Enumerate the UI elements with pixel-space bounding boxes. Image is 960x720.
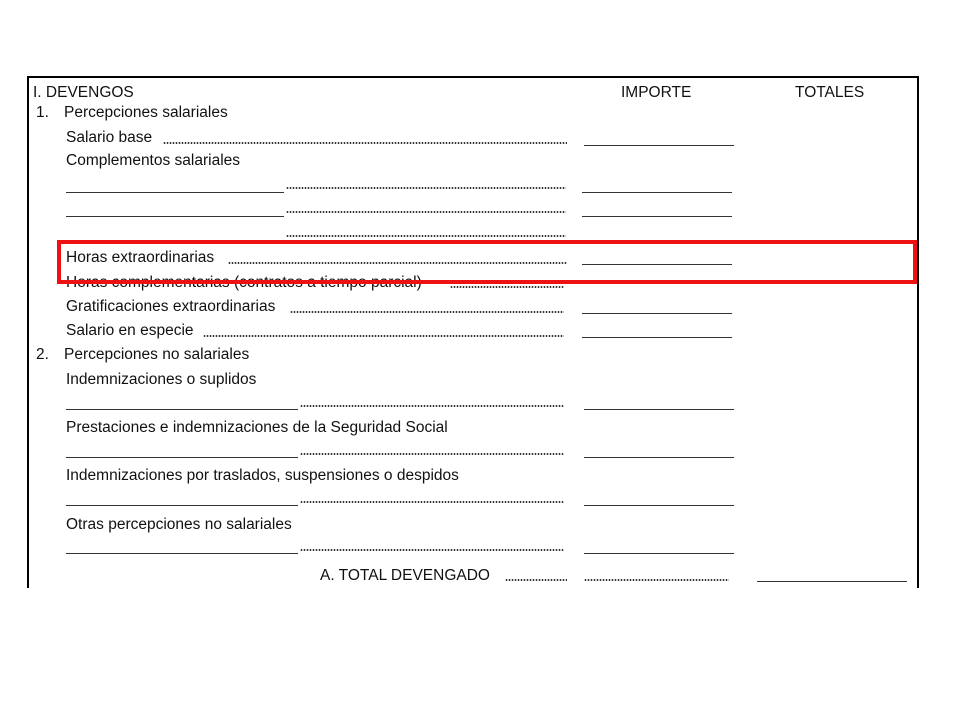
concept-field[interactable] [66,216,284,217]
label-horas-extra: Horas extraordinarias [66,249,215,266]
label-complementos: Complementos salariales [66,152,241,169]
leader-dots [300,501,564,503]
leader-dots [300,405,564,407]
group-title-salariales: Percepciones salariales [64,104,228,121]
label-otras: Otras percepciones no salariales [66,516,292,533]
group-number-1: 1. [36,104,49,121]
importe-total-dots [584,579,729,581]
label-indemnizaciones: Indemnizaciones o suplidos [66,371,257,388]
leader-dots [505,579,567,581]
importe-field[interactable] [584,553,734,554]
importe-field[interactable] [582,313,732,314]
leader-dots [290,311,564,313]
leader-dots [203,335,564,337]
importe-field[interactable] [584,409,734,410]
concept-field[interactable] [66,192,284,193]
importe-field[interactable] [584,145,734,146]
label-prestaciones: Prestaciones e indemnizaciones de la Seguridad Social [66,419,448,436]
leader-dots [286,211,566,213]
importe-field[interactable] [584,505,734,506]
concept-field[interactable] [66,505,298,506]
label-salario-especie: Salario en especie [66,322,194,339]
column-header-totales: TOTALES [795,84,865,101]
label-salario-base: Salario base [66,129,153,146]
total-field[interactable] [757,581,907,582]
label-traslados: Indemnizaciones por traslados, suspensiones o despidos [66,467,459,484]
group-title-no-salariales: Percepciones no salariales [64,346,250,363]
leader-dots [163,142,567,144]
concept-field[interactable] [66,409,298,410]
section-title: I. DEVENGOS [33,84,134,101]
importe-field[interactable] [582,192,732,193]
label-total-devengado: A. TOTAL DEVENGADO [320,567,490,584]
label-gratificaciones: Gratificaciones extraordinarias [66,298,276,315]
leader-dots [450,286,564,288]
leader-dots [300,453,564,455]
concept-field[interactable] [66,553,298,554]
label-horas-complementarias: Horas complementarias (contratos a tiempo parcial) [66,274,422,291]
highlight-box [57,240,917,284]
concept-field[interactable] [66,457,298,458]
importe-field[interactable] [582,216,732,217]
importe-field[interactable] [582,337,732,338]
leader-dots [286,187,566,189]
group-number-2: 2. [36,346,49,363]
importe-field[interactable] [584,457,734,458]
column-header-importe: IMPORTE [621,84,692,101]
leader-dots [286,235,566,237]
leader-dots [300,549,564,551]
